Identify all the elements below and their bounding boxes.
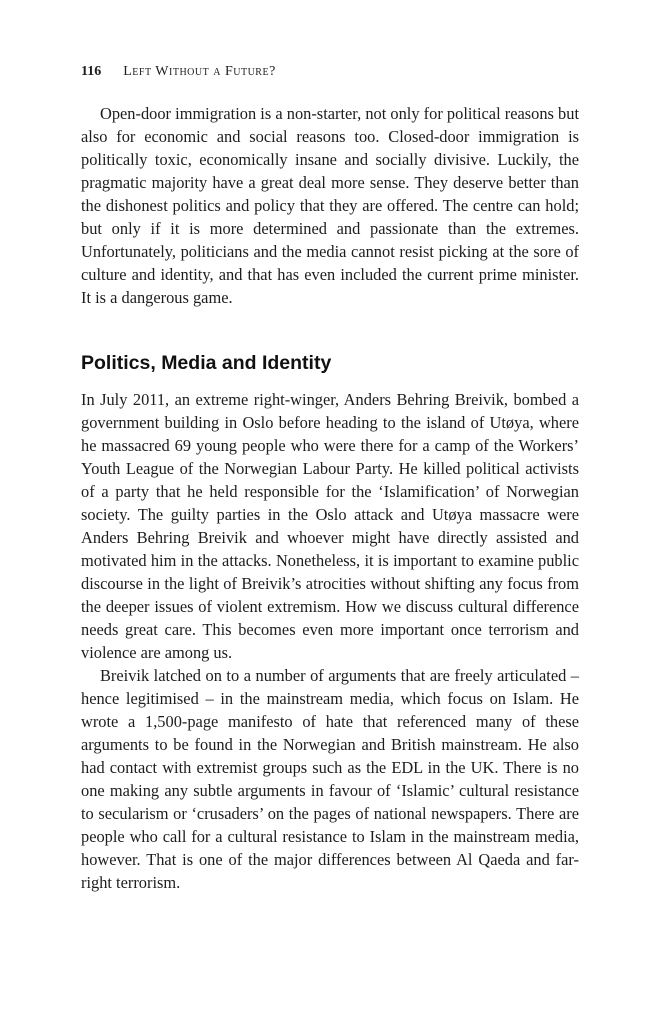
running-head (81, 62, 579, 82)
paragraph-breivik-attack: In July 2011, an extreme right-winger, Anders Behring Breivik, bombed a government building in Oslo before heading to the island of Utøya, where he massacred 69 young people who were there for a camp of the Workers’ Youth League of the Norwegian Labour Party. He killed political activists of a party that he held responsible for the ‘Islamification’ of Norwegian society. The guilty parties in the Oslo attack and Utøya massacre were Anders Behring Breivik and whoever might have directly assisted and motivated him in the attacks. Nonetheless, it is important to examine public discourse in the light of Breivik’s atrocities without shifting any focus from the deeper issues of violent extremism. How we discuss cultural difference needs great care. This becomes even more important once terrorism and violence are among us. (81, 390, 579, 662)
paragraph-breivik-arguments: Breivik latched on to a number of arguments that are freely articulated – hence legitimised – in the mainstream media, which focus on Islam. He wrote a 1,500-page manifesto of hate that referenced many of these arguments to be found in the Norwegian and British mainstream. He also had contact with extremist groups such as the EDL in the UK. There is no one making any subtle arguments in favour of ‘Islamic’ cultural resistance to secularism or ‘crusaders’ on the pages of national newspapers. There are people who call for a cultural resistance to Islam in the mainstream media, however. That is one of the major differences between Al Qaeda and far-right terrorism. (81, 666, 579, 892)
section-heading: Politics, Media and Identity (81, 352, 332, 374)
page-number: 116 (81, 64, 102, 79)
book-page (81, 62, 579, 894)
paragraph-immigration: Open-door immigration is a non-starter, not only for political reasons but also for economic and social reasons too. Closed-door immigration is politically toxic, economically insane and socially divisive. Luckily, the pragmatic majority have a great deal more sense. They deserve better than the dishonest politics and policy that they are offered. The centre can hold; but only if it is more determined and passionate than the extremes. Unfortunately, politicians and the media cannot resist picking at the sore of culture and identity, and that has even included the current prime minister. It is a dangerous game. (81, 104, 579, 307)
running-title: Left Without a Future? (123, 64, 276, 79)
